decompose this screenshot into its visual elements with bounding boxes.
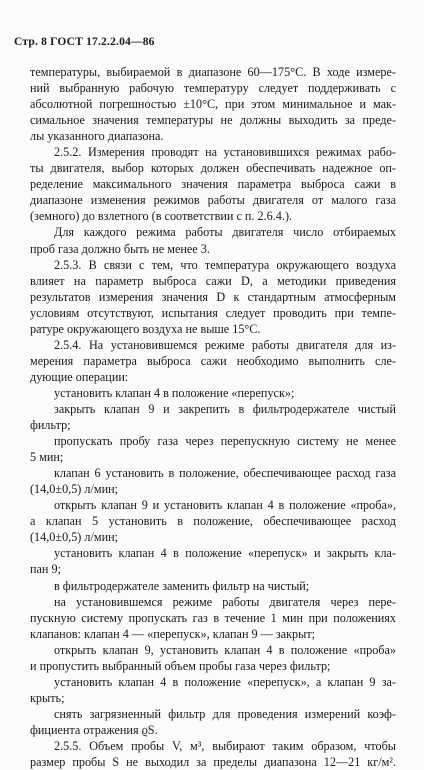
text-line: открыть клапан 9 и установить клапан 4 в положение «проба»,	[54, 498, 396, 513]
text-line: 2.5.4. На установившемся режиме работы двигателя для из-	[54, 337, 396, 352]
text-line: лы указанного диапазона.	[30, 129, 164, 144]
text-line: ты двигателя, выбор которых должен обеспечивать надежное оп-	[30, 161, 396, 176]
text-line: (земного) до взлетного (в соответствии с п. 2.6.4.).	[30, 209, 293, 224]
text-line: (14,0±0,5) л/мин;	[30, 530, 119, 545]
text-line: 2.5.5. Объем пробы V, м³, выбирают таким образом, чтобы	[54, 738, 396, 753]
text-line: ний выбранную рабочую температуру следует поддерживать с	[30, 81, 396, 96]
text-line: ределение максимального значения параметра выброса сажи в	[30, 177, 396, 192]
text-line: клапанов: клапан 4 — «перепуск», клапан 9 — закрыт;	[30, 626, 316, 641]
text-line: крыть;	[30, 690, 65, 705]
text-line: 2.5.3. В связи с тем, что температура окружающего воздуха	[54, 257, 396, 272]
text-line: дующие операции:	[30, 369, 129, 384]
text-line: а клапан 5 установить в положение, обеспечивающее расход	[30, 514, 396, 529]
text-line: диапазоне изменения режимов работы двигателя от малого газа	[30, 193, 396, 208]
text-line: температуры, выбираемой в диапазоне 60—175°С. В ходе измере-	[30, 65, 396, 79]
text-line: пускную систему пропускать газ в течение 1 мин при положениях	[30, 610, 396, 625]
text-line: установить клапан 4 в положение «перепуск» и закрыть кла-	[54, 546, 396, 561]
text-line: влияет на параметр выброса сажи D, а методики приведения	[30, 273, 396, 288]
text-line: и пропустить выбранный объем пробы газа через фильтр;	[30, 658, 331, 673]
text-line: Для каждого режима работы двигателя число отбираемых	[54, 225, 396, 240]
text-line: (14,0±0,5) л/мин;	[30, 482, 119, 497]
text-line: установить клапан 4 в положение «перепуск», а клапан 9 за-	[54, 674, 396, 689]
text-line: результатов измерения значения D к стандартным атмосферным	[30, 289, 396, 304]
text-line: фильтр;	[30, 418, 71, 433]
text-line: мерения параметра выброса сажи необходимо выполнить сле-	[30, 353, 396, 368]
document-body	[30, 64, 396, 770]
text-line: симальное значения температуры не должны выходить за преде-	[30, 113, 396, 128]
text-line: снять загрязненный фильтр для проведения измерений коэф-	[54, 706, 396, 721]
text-line: размер пробы S не выходил за пределы диапазона 12—21 кг/м².	[30, 755, 396, 770]
text-line: фициента отражения ϱS.	[30, 722, 158, 737]
text-line: пропускать пробу газа через перепускную систему не менее	[54, 434, 396, 449]
text-line: ратуре окружающего воздуха не выше 15°С.	[30, 321, 261, 336]
text-line: условиям отсутствуют, испытания следует проводить при темпе-	[30, 305, 396, 320]
text-line: в фильтродержателе заменить фильтр на чистый;	[54, 578, 310, 593]
text-line: на установившемся режиме работы двигателя через пере-	[54, 594, 396, 609]
text-line: абсолютной погрешностью ±10°С, при этом минимальное и мак-	[30, 97, 396, 112]
text-line: закрыть клапан 9 и закрепить в фильтродержателе чистый	[54, 401, 396, 416]
text-line: 5 мин;	[30, 450, 64, 465]
page-header: Стр. 8 ГОСТ 17.2.2.04—86	[14, 36, 155, 48]
text-line: 2.5.2. Измерения проводят на установившихся режимах рабо-	[54, 145, 396, 160]
text-line: установить клапан 4 в положение «перепуск»;	[54, 385, 295, 400]
text-line: клапан 6 установить в положение, обеспечивающее расход газа	[54, 466, 396, 481]
text-line: проб газа должно быть не менее 3.	[30, 241, 210, 256]
text-line: открыть клапан 9, установить клапан 4 в положение «проба»	[54, 642, 396, 657]
text-line: пан 9;	[30, 562, 61, 577]
